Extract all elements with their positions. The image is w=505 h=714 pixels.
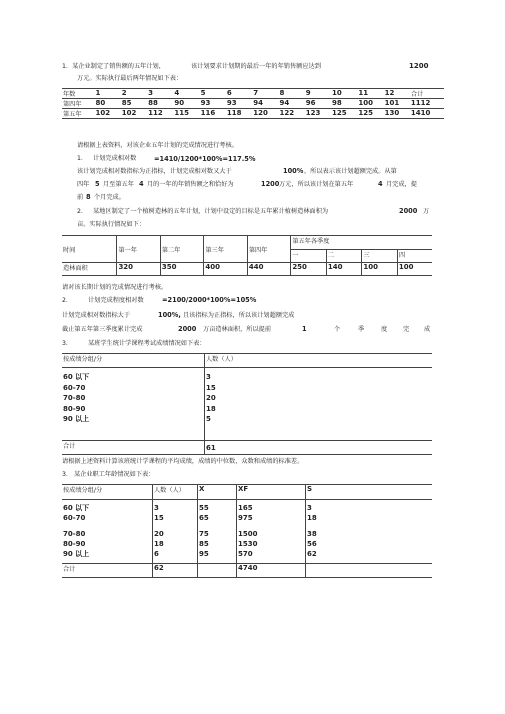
table-row: [62, 368, 432, 441]
cell: 80: [95, 99, 106, 107]
cell: 118: [226, 109, 242, 117]
group-label: 90 以上: [63, 415, 90, 423]
cell: [306, 500, 433, 564]
cell: S: [307, 485, 313, 493]
p2-expl2-e3: 完: [403, 326, 410, 333]
count-value: 18: [206, 404, 216, 413]
xf-value: 570: [238, 550, 253, 558]
x-value: 85: [199, 540, 209, 548]
cell: 3: [148, 89, 153, 97]
p1-expl2-c: 月至第五年: [103, 181, 134, 188]
cell: 11: [358, 89, 369, 97]
cell: 7: [253, 89, 259, 97]
cell: 时间: [62, 236, 117, 263]
p1-expl2-b: 5: [95, 180, 100, 188]
s-value: 38: [307, 530, 317, 538]
group-label: 60-70: [63, 514, 86, 522]
cell: 合计: [410, 91, 424, 98]
cell: 125: [358, 109, 373, 117]
p4-age-table: [62, 484, 432, 578]
cell: 102: [95, 109, 111, 117]
p2-expl1-b: 100%,: [158, 311, 181, 319]
cell: 130: [384, 109, 400, 117]
table-row: [62, 564, 432, 578]
p1-expl1-b: 100%: [283, 167, 304, 175]
xf-value: 165: [238, 504, 253, 512]
group-label: 80-90: [63, 540, 86, 548]
cell: [306, 564, 433, 578]
p2-ans-label: 2．: [62, 297, 73, 304]
cell: 2: [121, 89, 127, 97]
cell: 62: [153, 564, 198, 578]
p1-expl1-c: ，所以表示该计划超额完成。从第: [304, 168, 397, 175]
cell: 4740: [237, 564, 306, 578]
cell: 93: [226, 99, 237, 107]
cell: 按成绩分组/分: [62, 485, 153, 500]
p1-intro-line2: 万元。实际执行最后两年情况如下表：: [77, 75, 183, 82]
table-row: [62, 354, 432, 368]
p2-ans-text: 计划完成程度相对数: [88, 297, 144, 304]
cell: 112: [148, 109, 163, 117]
cell: X: [198, 485, 237, 500]
cell: 140: [326, 263, 362, 276]
cell: [198, 500, 237, 564]
group-label: 70-80: [63, 530, 86, 538]
cell: 第五年各季度: [292, 238, 330, 245]
p1-expl2-i: 月完成，提: [386, 181, 417, 188]
count-value: 15: [206, 383, 216, 392]
group-label: 60 以下: [63, 373, 90, 381]
count-value: 15: [154, 514, 164, 522]
group-label: 90 以上: [63, 550, 90, 558]
cell: 按成绩分组/分: [62, 354, 205, 368]
table-row: [62, 99, 444, 109]
xf-value: 1530: [238, 540, 258, 548]
p1-intro-a: 1．某企业制定了销售额的五年计划，: [62, 63, 165, 70]
cell: [198, 564, 237, 578]
cell: 102: [121, 109, 137, 117]
cell: 三: [362, 249, 398, 263]
p3-intro: 某班学生统计学课程考试成绩情况如下表：: [88, 340, 206, 347]
count-value: 3: [206, 373, 211, 381]
count-value: 6: [154, 550, 159, 558]
p1-expl2-e: 月的一年的年销售额之和恰好为: [147, 181, 234, 188]
s-value: 18: [307, 514, 317, 522]
cell: 第四年: [247, 236, 290, 263]
p1-ask: 请根据上表资料，对该企业五年计划的完成情况进行考核。: [77, 142, 238, 149]
cell: 一: [291, 249, 327, 263]
cell: 合计: [62, 441, 205, 455]
p2-ans-formula: =2100/2000*100%=105%: [162, 296, 257, 304]
cell: [237, 500, 306, 564]
cell: 115: [174, 109, 189, 117]
cell: 10: [332, 89, 342, 97]
cell: 61: [206, 444, 216, 452]
p2-forest-table: [62, 235, 432, 276]
table-row: [62, 89, 444, 99]
cell: 9: [305, 89, 311, 97]
cell: 400: [204, 263, 247, 276]
cell: 93: [200, 99, 211, 107]
x-value: 75: [199, 530, 209, 538]
p1-expl2-d: 4: [139, 180, 144, 188]
p2-intro-line2: 亩。实际执行情况如下：: [77, 221, 146, 228]
p2-expl2-e0: 个: [334, 326, 341, 333]
p1-expl3-c: 个月完成。: [94, 194, 125, 201]
cell: 年数: [63, 91, 76, 98]
group-label: 60-70: [63, 383, 86, 392]
p1-ans-label: 1．: [77, 155, 88, 162]
cell: 116: [200, 109, 216, 117]
table-row: [62, 441, 432, 455]
cell: 320: [117, 263, 160, 276]
p1-ans-formula: =1410/1200*100%=117.5%: [154, 155, 256, 163]
x-value: 55: [199, 504, 209, 512]
p1-ans-text: 计划完成相对数: [93, 155, 137, 162]
p1-expl2-g: 万元，所以该计划在第五年: [279, 181, 354, 188]
cell: [62, 500, 153, 564]
cell: 94: [279, 99, 290, 107]
x-value: 95: [199, 550, 209, 558]
cell: [153, 500, 198, 564]
p1-expl3: 前: [77, 194, 84, 201]
cell: 85: [121, 99, 132, 107]
count-value: 5: [206, 415, 211, 423]
p2-expl2-b: 2000: [178, 325, 197, 333]
cell: 1112: [410, 99, 431, 107]
p2-expl2-d: 1: [302, 325, 307, 333]
p2-label: 2．: [77, 208, 88, 215]
cell: 88: [148, 99, 158, 107]
cell: 第三年: [204, 236, 247, 263]
table-row: [62, 236, 432, 250]
p1-expl2-f: 1200: [261, 180, 280, 188]
cell: 350: [160, 263, 203, 276]
cell: 122: [279, 109, 295, 117]
p2-expl1-c: 且该指标为正指标，所以该计划超额完成: [183, 312, 295, 319]
cell: 96: [305, 99, 316, 107]
cell: 100: [358, 99, 373, 107]
p3-ask: 请根据上述资料计算该班统计学课程的平均成绩，成绩的中位数，众数和成绩的标准差。: [62, 458, 304, 465]
cell: 人数（人）: [206, 356, 237, 363]
p2-intro-unit: 万: [423, 208, 430, 215]
xf-value: 1500: [238, 530, 258, 538]
p2-ask: 请对该长期计划的完成情况进行考核。: [62, 284, 168, 291]
cell: 合计: [62, 564, 153, 578]
s-value: 3: [307, 504, 312, 512]
cell: 123: [305, 109, 321, 117]
p2-expl2-a: 截止第五年第三季度累计完成: [62, 326, 143, 333]
p3-label: 3．: [62, 340, 73, 347]
xf-value: 975: [238, 514, 253, 522]
count-value: 20: [206, 394, 216, 402]
cell: 125: [332, 109, 347, 117]
table-row: [62, 500, 432, 564]
cell: 440: [247, 263, 290, 276]
p4-intro: 某企业职工年龄情况如下表：: [74, 471, 155, 478]
p2-expl1-a: 计划完成相对数指标大于: [62, 312, 131, 319]
cell: 90: [174, 99, 185, 107]
p2-expl2-e4: 成: [424, 326, 431, 333]
count-value: 20: [154, 530, 164, 538]
p2-expl2-c: 万亩造林面积，所以提前: [203, 326, 272, 333]
count-value: 18: [154, 540, 164, 548]
group-label: 70-80: [63, 394, 86, 402]
p1-sales-table: [62, 88, 444, 119]
cell: 6: [226, 89, 232, 97]
p1-expl3-b: 8: [86, 193, 91, 201]
p2-expl2-e1: 季: [358, 326, 365, 333]
cell: 第一年: [117, 236, 160, 263]
cell: [205, 368, 433, 441]
cell: 8: [279, 89, 285, 97]
group-label: 80-90: [63, 404, 86, 413]
p2-expl2-e2: 度: [381, 326, 388, 333]
cell: 5: [200, 89, 206, 97]
cell: 94: [253, 99, 263, 107]
x-value: 65: [199, 514, 209, 522]
cell: 98: [332, 99, 342, 107]
cell: 100: [398, 263, 414, 271]
table-row: [62, 263, 432, 276]
p1-expl2-h: 4: [378, 180, 383, 188]
cell: 1: [95, 89, 101, 97]
cell: 二: [326, 249, 362, 263]
group-label: 60 以下: [63, 504, 90, 512]
cell: 人数（人）: [153, 485, 198, 500]
table-row: [62, 485, 432, 500]
cell: 四: [398, 251, 406, 259]
cell: [62, 368, 205, 441]
s-value: 56: [307, 540, 317, 548]
count-value: 3: [154, 504, 159, 512]
p2-intro: 某地区制定了一个植树造林的五年计划，计划中设定的目标是五年累计植树造林面积为: [93, 208, 329, 215]
p2-intro-val: 2000: [399, 207, 418, 215]
p1-expl1-a: 该计划完成相对数指标为正指标，计划完成相对数又大于: [77, 168, 232, 175]
cell: 100: [362, 263, 398, 276]
p1-intro-val: 1200: [409, 62, 429, 70]
cell: 120: [253, 109, 268, 117]
p1-expl2-a: 四年: [77, 181, 90, 188]
table-row: [62, 109, 444, 119]
p3-score-table: [62, 353, 432, 455]
cell: 第二年: [160, 236, 203, 263]
cell: 第四年: [63, 101, 82, 108]
cell: 101: [384, 99, 400, 107]
cell: XF: [237, 485, 306, 500]
cell: 第五年: [63, 111, 82, 118]
cell: 造林面积: [62, 263, 117, 276]
cell: 1410: [410, 109, 431, 117]
cell: 250: [291, 263, 327, 276]
cell: 4: [174, 89, 180, 97]
cell: 12: [384, 89, 395, 97]
s-value: 62: [307, 550, 317, 558]
p4-label: 3．: [62, 471, 73, 478]
p1-intro-b: 该计划要求计划期的最后一年的年销售额应达到: [191, 63, 321, 70]
